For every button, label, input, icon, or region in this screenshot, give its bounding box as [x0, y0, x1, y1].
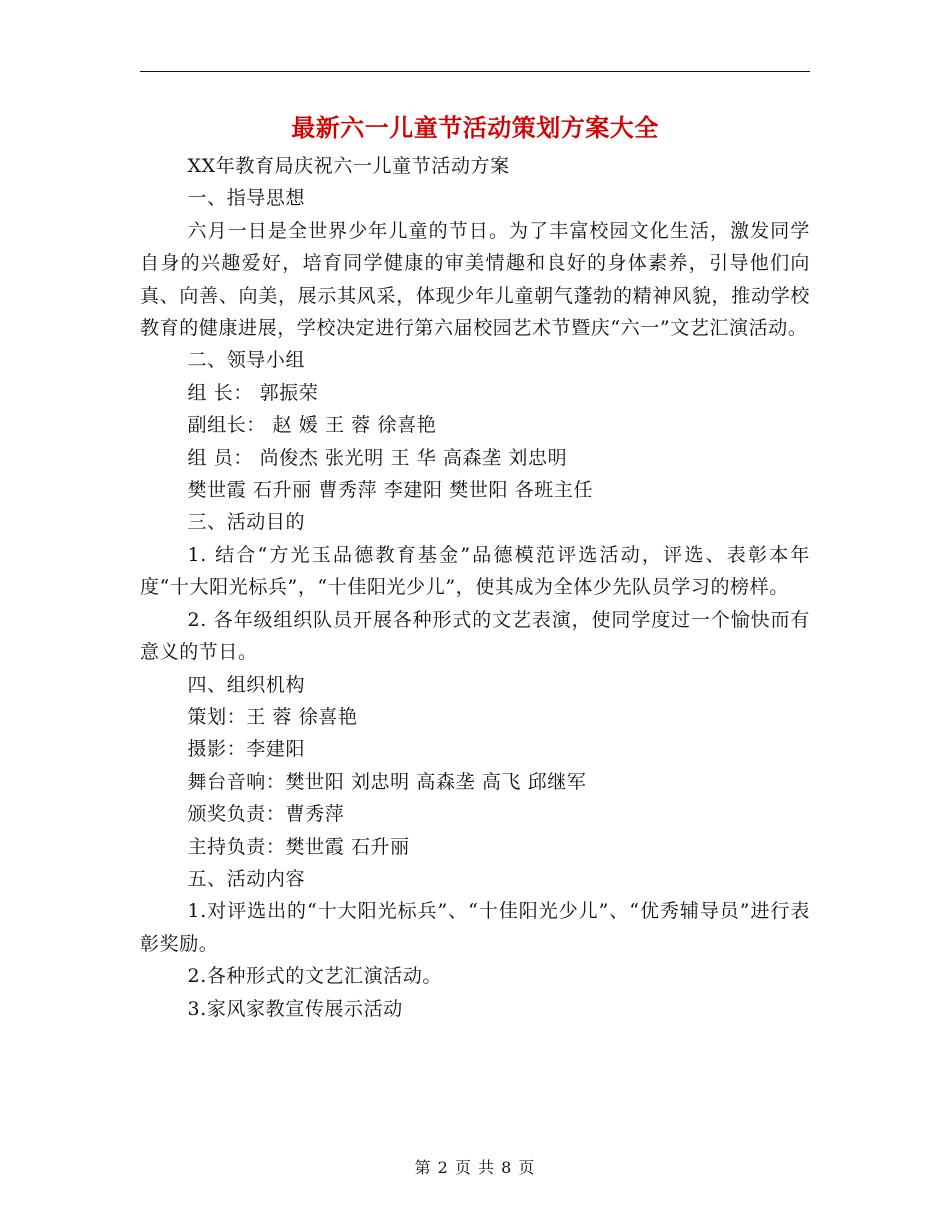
line-hosting: 主持负责：樊世霞 石升丽	[187, 835, 410, 858]
line-members: 组 员： 尚俊杰 张光明 王 华 高森垄 刘忠明	[187, 446, 568, 469]
paragraph-guiding-idea: 六月一日是全世界少年儿童的节日。为了丰富校园文化生活，激发同学自身的兴趣爱好，培育同学健康的审美情趣和良好的身体素养，引导他们向真、向善、向美，展示其风采，体现少年儿童朝气蓬勃的精神风貌，推动学校教育的健康进展，学校决定进行第六届校园艺术节暨庆“六一”文艺汇演活动。	[140, 219, 810, 340]
footer-suffix: 页	[518, 1158, 536, 1177]
footer-prefix: 第	[414, 1158, 432, 1177]
line-members-continued: 樊世霞 石升丽 曹秀萍 李建阳 樊世阳 各班主任	[187, 479, 594, 502]
paragraph-content-3: 3.家风家教宣传展示活动	[187, 997, 403, 1020]
line-awards: 颁奖负责：曹秀萍	[187, 803, 345, 826]
section-heading-purpose: 三、活动目的	[187, 511, 306, 534]
line-deputy-leaders: 副组长： 赵 媛 王 蓉 徐喜艳	[187, 414, 437, 437]
section-heading-guiding-idea: 一、指导思想	[187, 187, 306, 210]
page-number-footer	[0, 1155, 950, 1178]
section-heading-content: 五、活动内容	[187, 867, 306, 890]
footer-total-pages: 8	[501, 1158, 513, 1177]
paragraph-content-2: 2.各种形式的文艺汇演活动。	[187, 965, 443, 988]
line-stage-sound: 舞台音响：樊世阳 刘忠明 高森垄 高飞 邱继军	[187, 770, 587, 793]
line-photography: 摄影：李建阳	[187, 738, 306, 761]
paragraph-purpose-2: 2. 各年级组织队员开展各种形式的文艺表演，使同学度过一个愉快而有意义的节日。	[140, 608, 810, 664]
footer-middle: 页 共	[454, 1158, 496, 1177]
section-heading-leadership: 二、领导小组	[187, 349, 306, 372]
section-heading-organization: 四、组织机构	[187, 673, 306, 696]
plan-heading: XX年教育局庆祝六一儿童节活动方案	[187, 155, 510, 177]
line-planning: 策划：王 蓉 徐喜艳	[187, 705, 358, 728]
document-body	[140, 150, 810, 1025]
document-title: 最新六一儿童节活动策划方案大全	[291, 113, 659, 142]
footer-current-page: 2	[437, 1158, 449, 1177]
paragraph-purpose-1: 1. 结合“方光玉品德教育基金”品德模范评选活动，评选、表彰本年度“十大阳光标兵”，“十佳阳光少儿”，使其成为全体少先队员学习的榜样。	[140, 543, 810, 599]
paragraph-content-1: 1.对评选出的“十大阳光标兵”、“十佳阳光少儿”、“优秀辅导员”进行表彰奖励。	[140, 900, 810, 955]
line-group-leader: 组 长： 郭振荣	[187, 381, 319, 404]
header-rule	[140, 71, 810, 72]
